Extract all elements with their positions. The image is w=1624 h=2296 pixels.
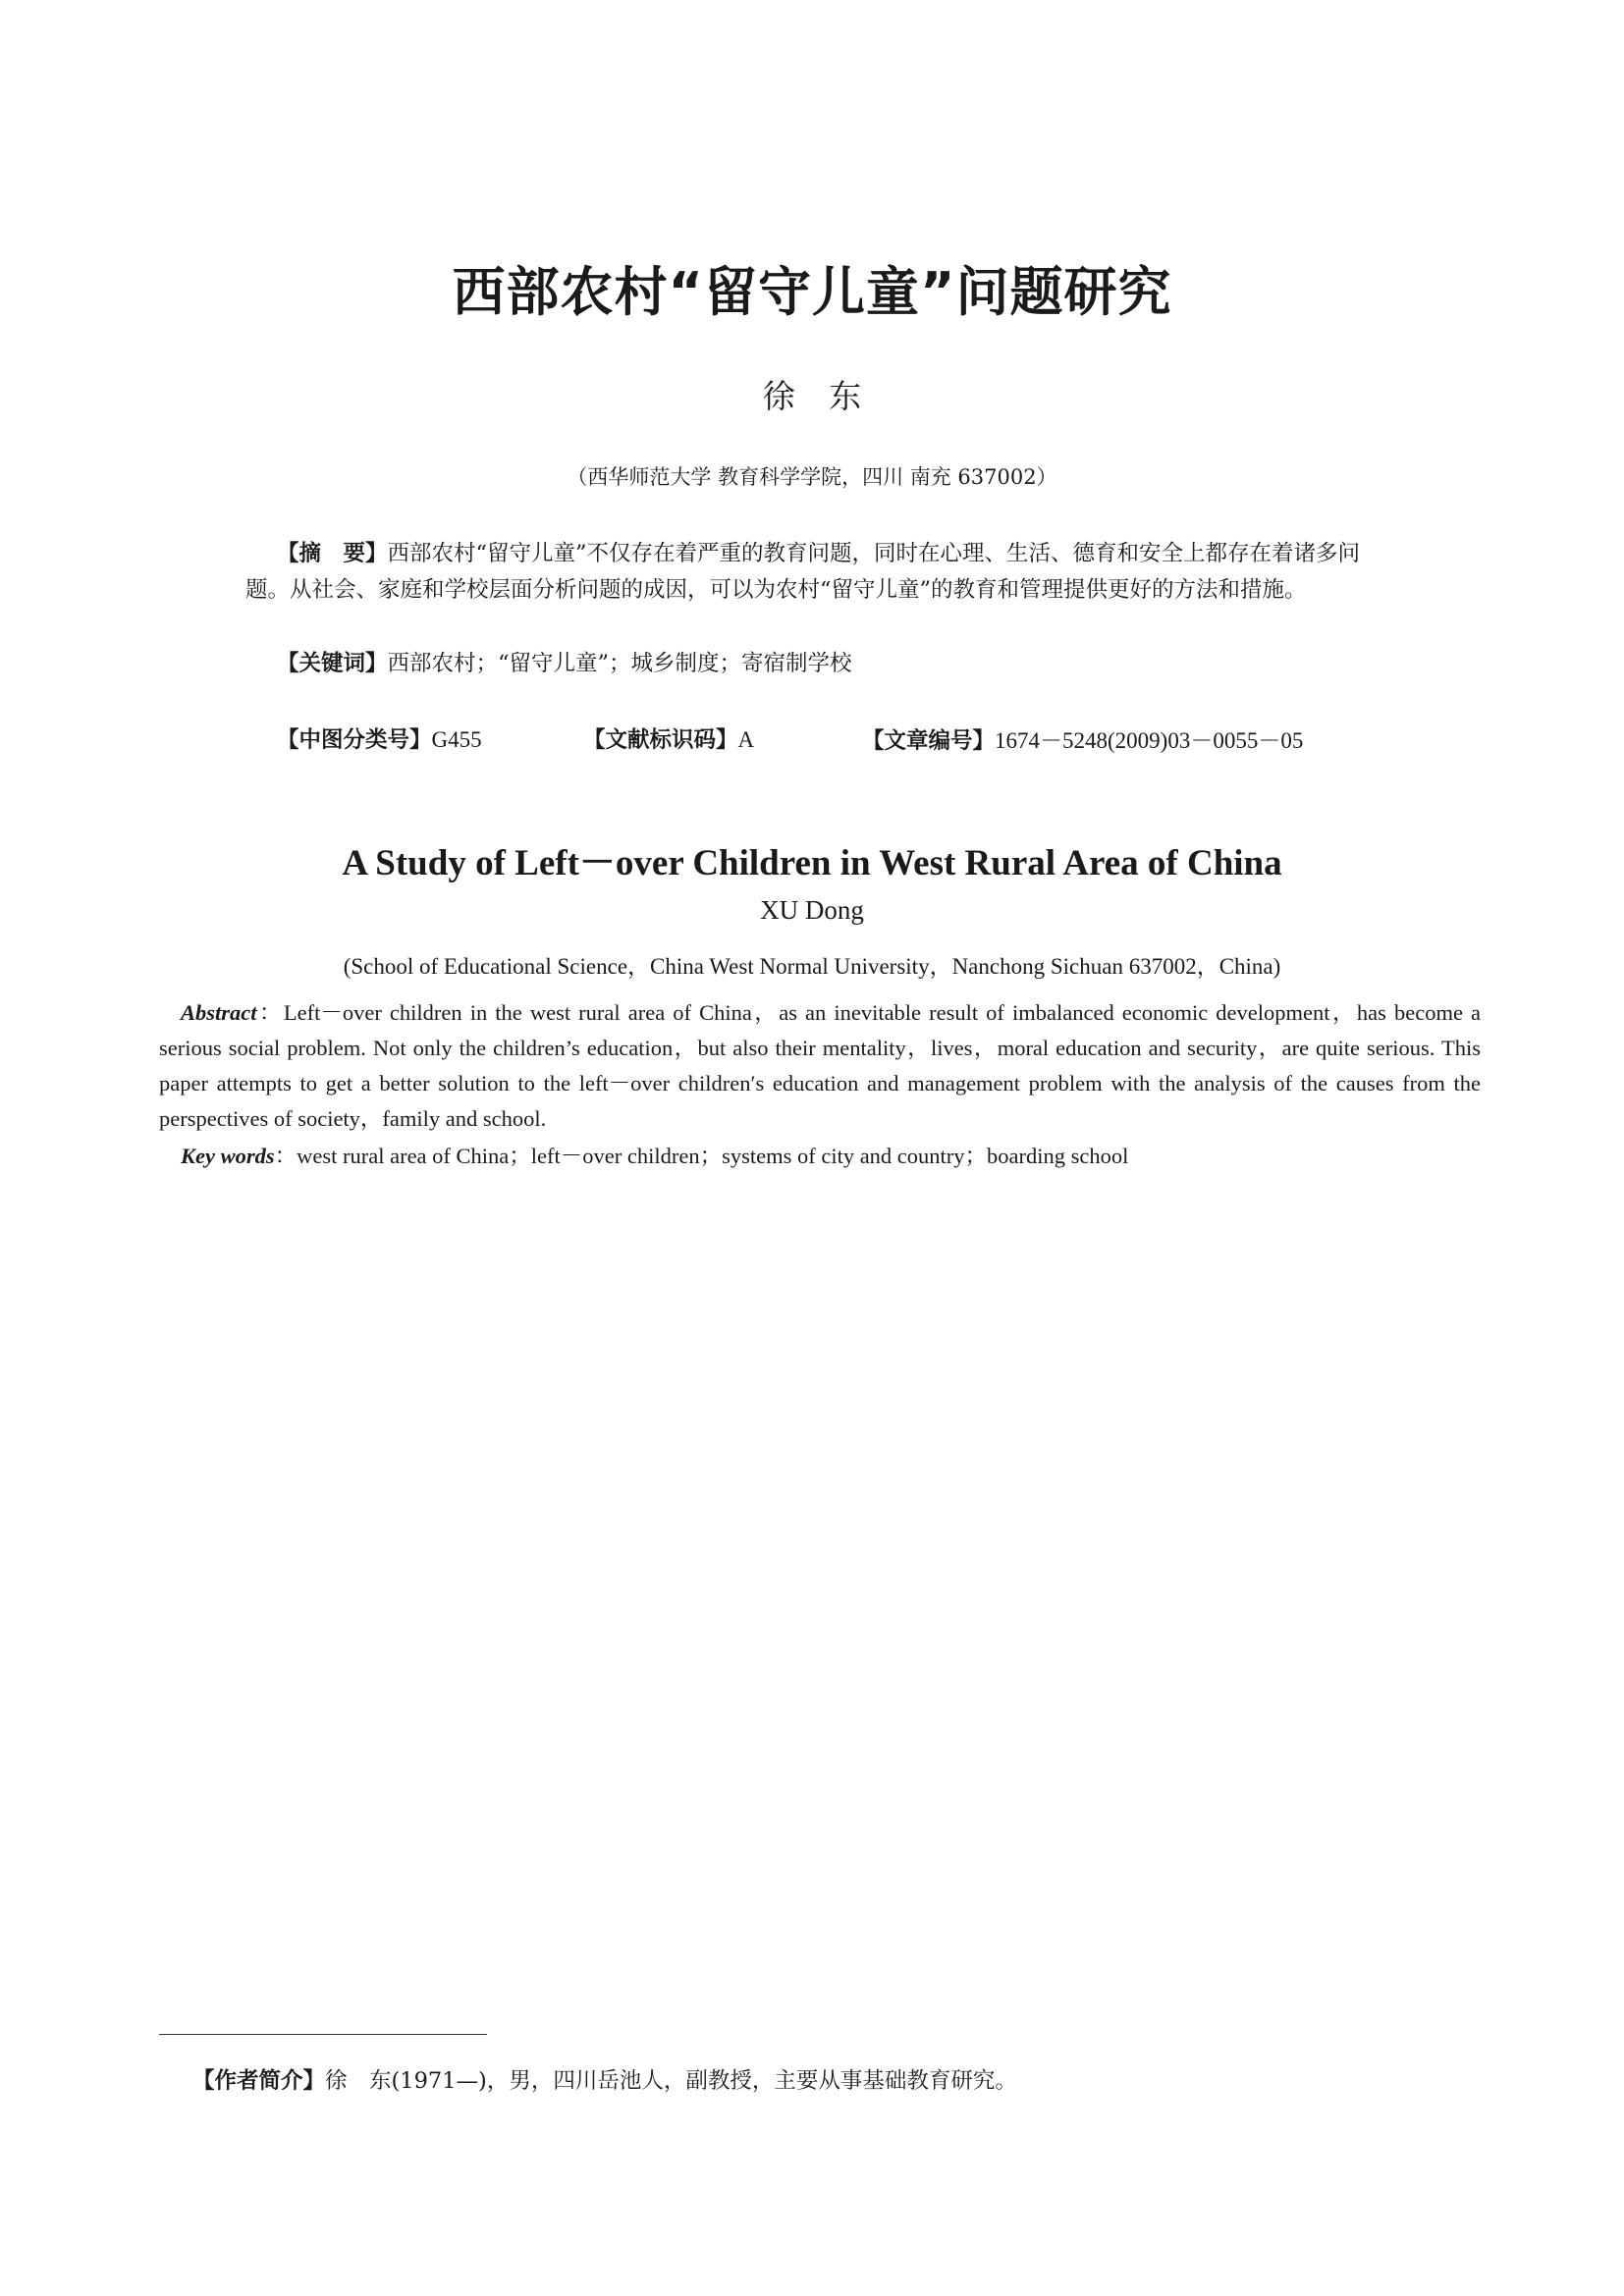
chinese-keywords (277, 646, 1406, 682)
article-number-label: 【文章编号】 (862, 728, 996, 754)
document-code-label: 【文献标识码】 (583, 727, 738, 753)
chinese-title: 西部农村“留守儿童”问题研究 (452, 261, 1172, 323)
author-bio-footnote (192, 2063, 1469, 2095)
article-number-value: 1674－5248(2009)03－0055－05 (995, 728, 1304, 753)
author-bio-text: 徐 东(1971—)，男，四川岳池人，副教授，主要从事基础教育研究。 (325, 2068, 1017, 2094)
author-bio-label: 【作者简介】 (192, 2068, 326, 2094)
english-abstract-label: Abstract (181, 1000, 257, 1025)
english-keywords-label: Key words (181, 1144, 275, 1168)
english-abstract-text: ：Left－over children in the west rural area of China，as an inevitable result of imbalanced economic development，has become a serious social problem. Not only the children’s education，but also their mentality，lives，moral education and security，are quite serious. This paper attempts to get a better solution to the left－over children′s education and management problem with the analysis of the causes from the perspectives of society，family and school. (159, 1000, 1482, 1131)
chinese-affiliation: （西华师范大学 教育科学学院，四川 南充 637002） (567, 465, 1057, 489)
clc-value: G455 (431, 727, 482, 752)
article-number (862, 722, 1303, 755)
chinese-abstract (245, 536, 1404, 609)
document-code-value: A (737, 727, 755, 752)
chinese-keywords-label: 【关键词】 (277, 651, 388, 676)
chinese-abstract-text: 西部农村“留守儿童”不仅存在着严重的教育问题，同时在心理、生活、德育和安全上都存在着诸多问题。从社会、家庭和学校层面分析问题的成因，可以为农村“留守儿童”的教育和管理提供更好的方法和措施。 (245, 541, 1361, 603)
english-keywords (181, 1139, 1477, 1174)
english-affiliation: (School of Educational Science，China West Normal University，Nanchong Sichuan 637002，China) (343, 954, 1281, 979)
document-code (583, 722, 754, 754)
footnote-divider (159, 2034, 487, 2035)
chinese-abstract-label: 【摘 要】 (277, 541, 388, 566)
english-author: XU Dong (760, 895, 864, 925)
chinese-keywords-text: 西部农村；“留守儿童”；城乡制度；寄宿制学校 (387, 651, 852, 676)
english-abstract (159, 995, 1481, 1137)
clc-label: 【中图分类号】 (277, 727, 432, 753)
english-keywords-text: ：west rural area of China；left－over children；systems of city and country；boarding school (274, 1144, 1129, 1168)
english-title: A Study of Left－over Children in West Rural Area of China (342, 843, 1282, 883)
classification-row (277, 722, 1455, 758)
chinese-author: 徐 东 (762, 377, 862, 415)
clc-number (277, 722, 482, 754)
